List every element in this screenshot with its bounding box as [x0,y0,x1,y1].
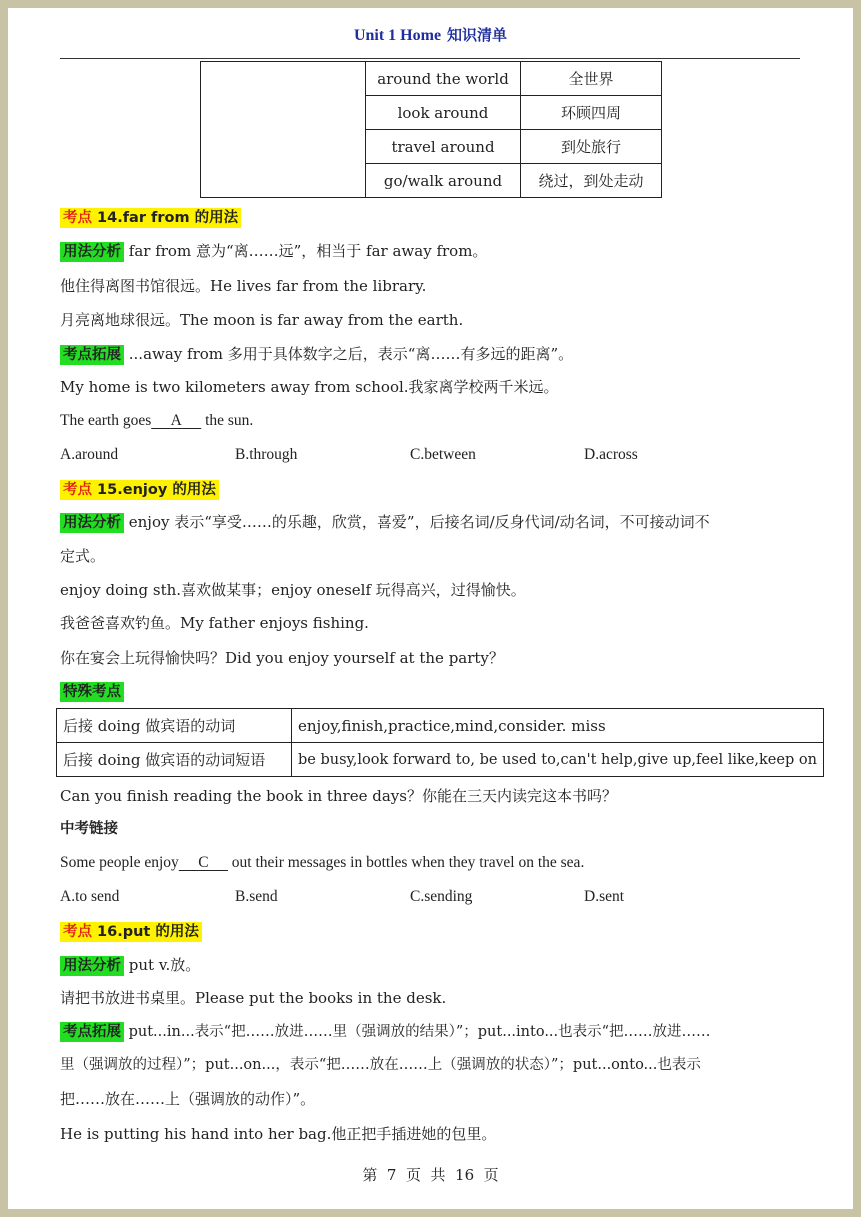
kd14-extension [60,344,573,365]
kd15-option-c: C.sending [410,888,473,905]
kd15-example-3: 你在宴会上玩得愉快吗？Did you enjoy yourself at the party？ [60,649,504,667]
doing-verbs-table [56,708,824,777]
kd15-answer: C [198,854,209,871]
kd14-question-post: the sun. [201,412,254,429]
header-title-en: Unit 1 Home [353,27,442,44]
table-cell-key: 后接 doing 做宾语的动词 [57,709,292,743]
kd14-ext-text: ...away from 多用于具体数字之后，表示“离……有多远的距离”。 [124,345,574,363]
kd16-analysis [60,955,200,976]
kd16-analysis-text: put v.放。 [124,956,201,974]
kd14-answer-blank [151,411,201,431]
kd14-analysis-text: far from 意为“离……远”，相当于 far away from。 [124,242,488,260]
table-cell-zh: 到处旅行 [521,130,662,164]
kd15-analysis-text-1: enjoy 表示“享受……的乐趣，欣赏，喜爱”，后接名词/反身代词/动名词，不可接动词不 [124,513,710,531]
kd14-example-3: My home is two kilometers away from school.我家离学校两千米远。 [60,378,559,396]
kd16-example-1: 请把书放进书桌里。Please put the books in the desk. [60,989,447,1007]
kd16-ext-text-1: put...in...表示“把……放进……里（强调放的结果）”；put...into...也表示“把……放进…… [124,1024,711,1040]
table-cell-zh: 绕过，到处走动 [521,164,662,198]
kd14-option-b: B.through [235,446,298,463]
kd15-option-b: B.send [235,888,278,905]
table-cell-en: look around [366,96,521,130]
kd14-heading [60,207,241,228]
kd15-question-pre: Some people enjoy [60,854,179,871]
kd15-label-red: 考点 [63,482,92,498]
kd14-answer: A [170,412,182,429]
kd15-analysis-tag: 用法分析 [60,513,124,533]
kd14-analysis [60,241,487,262]
kd16-extension [60,1021,711,1042]
header-title-zh: 知识清单 [447,26,508,44]
kd14-question [60,411,253,431]
table-cell-value: enjoy,finish,practice,mind,consider. miss [292,709,824,743]
kd15-question [60,853,584,873]
table-cell-en: go/walk around [366,164,521,198]
page-footer: 第 7 页 共 16 页 [362,1166,499,1184]
kd14-option-d: D.across [584,446,638,463]
table-cell-zh: 环顾四周 [521,96,662,130]
table-cell-key: 后接 doing 做宾语的动词短语 [57,743,292,777]
kd16-heading [60,921,202,942]
kd16-analysis-tag: 用法分析 [60,956,124,976]
table-cell-value: be busy,look forward to, be used to,can't help,give up,feel like,keep on [292,743,824,777]
around-phrases-table [200,61,662,198]
kd15-example-4: Can you finish reading the book in three days？你能在三天内读完这本书吗？ [60,787,617,805]
kd14-example-2: 月亮离地球很远。The moon is far away from the earth. [60,311,464,329]
kd14-option-c: C.between [410,446,476,463]
kd16-example-2: He is putting his hand into her bag.他正把手插进她的包里。 [60,1125,497,1143]
table-cell-en: travel around [366,130,521,164]
kd15-answer-blank [179,853,228,873]
kd15-link-title: 中考链接 [60,821,118,837]
kd15-example-2: 我爸爸喜欢钓鱼。My father enjoys fishing. [60,614,369,632]
kd15-analysis [60,512,710,533]
kd15-special-tag: 特殊考点 [60,682,124,702]
table-row [57,709,824,743]
kd16-label-rest: 16.put 的用法 [92,924,199,940]
page-header-title [0,24,861,45]
kd15-question-post: out their messages in bottles when they travel on the sea. [227,854,585,871]
kd14-label-red: 考点 [63,210,92,226]
table-cell-zh: 全世界 [521,62,662,96]
kd16-ext-text-3: 把……放在……上（强调放的动作）”。 [60,1090,316,1108]
kd14-ext-tag: 考点拓展 [60,345,124,365]
kd15-option-a: A.to send [60,888,120,905]
kd15-heading [60,479,219,500]
kd14-option-a: A.around [60,446,119,463]
kd16-ext-text-2: 里（强调放的过程）”；put...on...，表示“把……放在……上（强调放的状态）”；put...onto...也表示 [60,1057,701,1073]
kd15-option-d: D.sent [584,888,625,905]
table-row [201,62,662,96]
kd15-label-rest: 15.enjoy 的用法 [92,482,216,498]
kd16-ext-tag: 考点拓展 [60,1022,124,1042]
kd15-special [60,681,124,702]
table-empty-cell [201,62,366,198]
kd14-example-1: 他住得离图书馆很远。He lives far from the library. [60,277,427,295]
table-row [57,743,824,777]
kd16-label-red: 考点 [63,924,92,940]
kd15-example-1: enjoy doing sth.喜欢做某事；enjoy oneself 玩得高兴，过得愉快。 [60,581,526,599]
kd14-question-pre: The earth goes [60,412,152,429]
header-divider [60,58,800,59]
table-cell-en: around the world [366,62,521,96]
kd14-label-rest: 14.far from 的用法 [92,210,239,226]
kd15-analysis-text-2: 定式。 [60,547,106,565]
kd14-analysis-tag: 用法分析 [60,242,124,262]
